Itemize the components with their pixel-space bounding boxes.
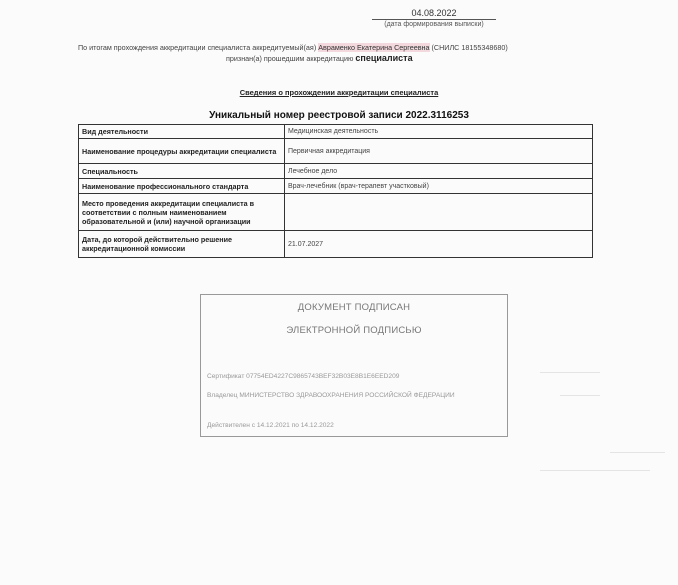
section-title-text: Сведения о прохождении аккредитации специалиста [239,88,439,97]
statement-line2-strong: специалиста [355,53,413,63]
scan-artifact [560,395,600,396]
table-row [79,125,593,139]
statement-prefix: По итогам прохождения аккредитации специалиста аккредитуемый(ая) [78,43,317,52]
stamp-certificate: Сертификат 07754ED4227C9865743BEF32B03E8B1E6EED209 [207,373,400,380]
stamp-validity: Действителен с 14.12.2021 по 14.12.2022 [207,422,334,429]
section-title [0,88,678,97]
row-value: Первичная аккредитация [285,139,593,164]
statement-line2-text: признан(а) прошедшим аккредитацию [226,54,354,63]
person-snils: (СНИЛС 18155348680) [431,43,508,52]
electronic-signature-stamp [200,294,508,437]
row-label: Наименование процедуры аккредитации специалиста [79,139,285,164]
row-label: Наименование профессионального стандарта [79,179,285,194]
row-value: Медицинская деятельность [285,125,593,139]
row-value: 21.07.2027 [285,231,593,258]
registry-number: Уникальный номер реестровой записи 2022.3116253 [209,110,469,121]
row-label: Специальность [79,164,285,179]
issue-date: 04.08.2022 [372,8,496,20]
table-row [79,231,593,258]
scan-artifact [540,470,650,471]
accreditation-table [78,124,593,258]
stamp-title-line1: ДОКУМЕНТ ПОДПИСАН [297,302,411,313]
row-value: Лечебное дело [285,164,593,179]
table-row [79,164,593,179]
row-label: Вид деятельности [79,125,285,139]
issue-date-caption: (дата формирования выписки) [384,21,484,28]
statement-line2 [78,53,638,64]
person-name: Авраменко Екатерина Сергеевна [318,43,430,52]
stamp-owner: Владелец МИНИСТЕРСТВО ЗДРАВООХРАНЕНИЯ РОССИЙСКОЙ ФЕДЕРАЦИИ [207,392,455,399]
row-value: Врач-лечебник (врач-терапевт участковый) [285,179,593,194]
scan-artifact [610,452,665,453]
scan-artifact [540,372,600,373]
row-label: Место проведения аккредитации специалиста в соответствии с полным наименованием образовательной и (или) научной организации [79,194,285,231]
table-row [79,139,593,164]
table-row [79,179,593,194]
accreditation-statement [78,42,638,64]
row-label: Дата, до которой действительно решение аккредитационной комиссии [79,231,285,258]
row-value [285,194,593,231]
issue-date-block [372,8,496,28]
table-row [79,194,593,231]
stamp-title-line2: ЭЛЕКТРОННОЙ ПОДПИСЬЮ [286,325,422,336]
